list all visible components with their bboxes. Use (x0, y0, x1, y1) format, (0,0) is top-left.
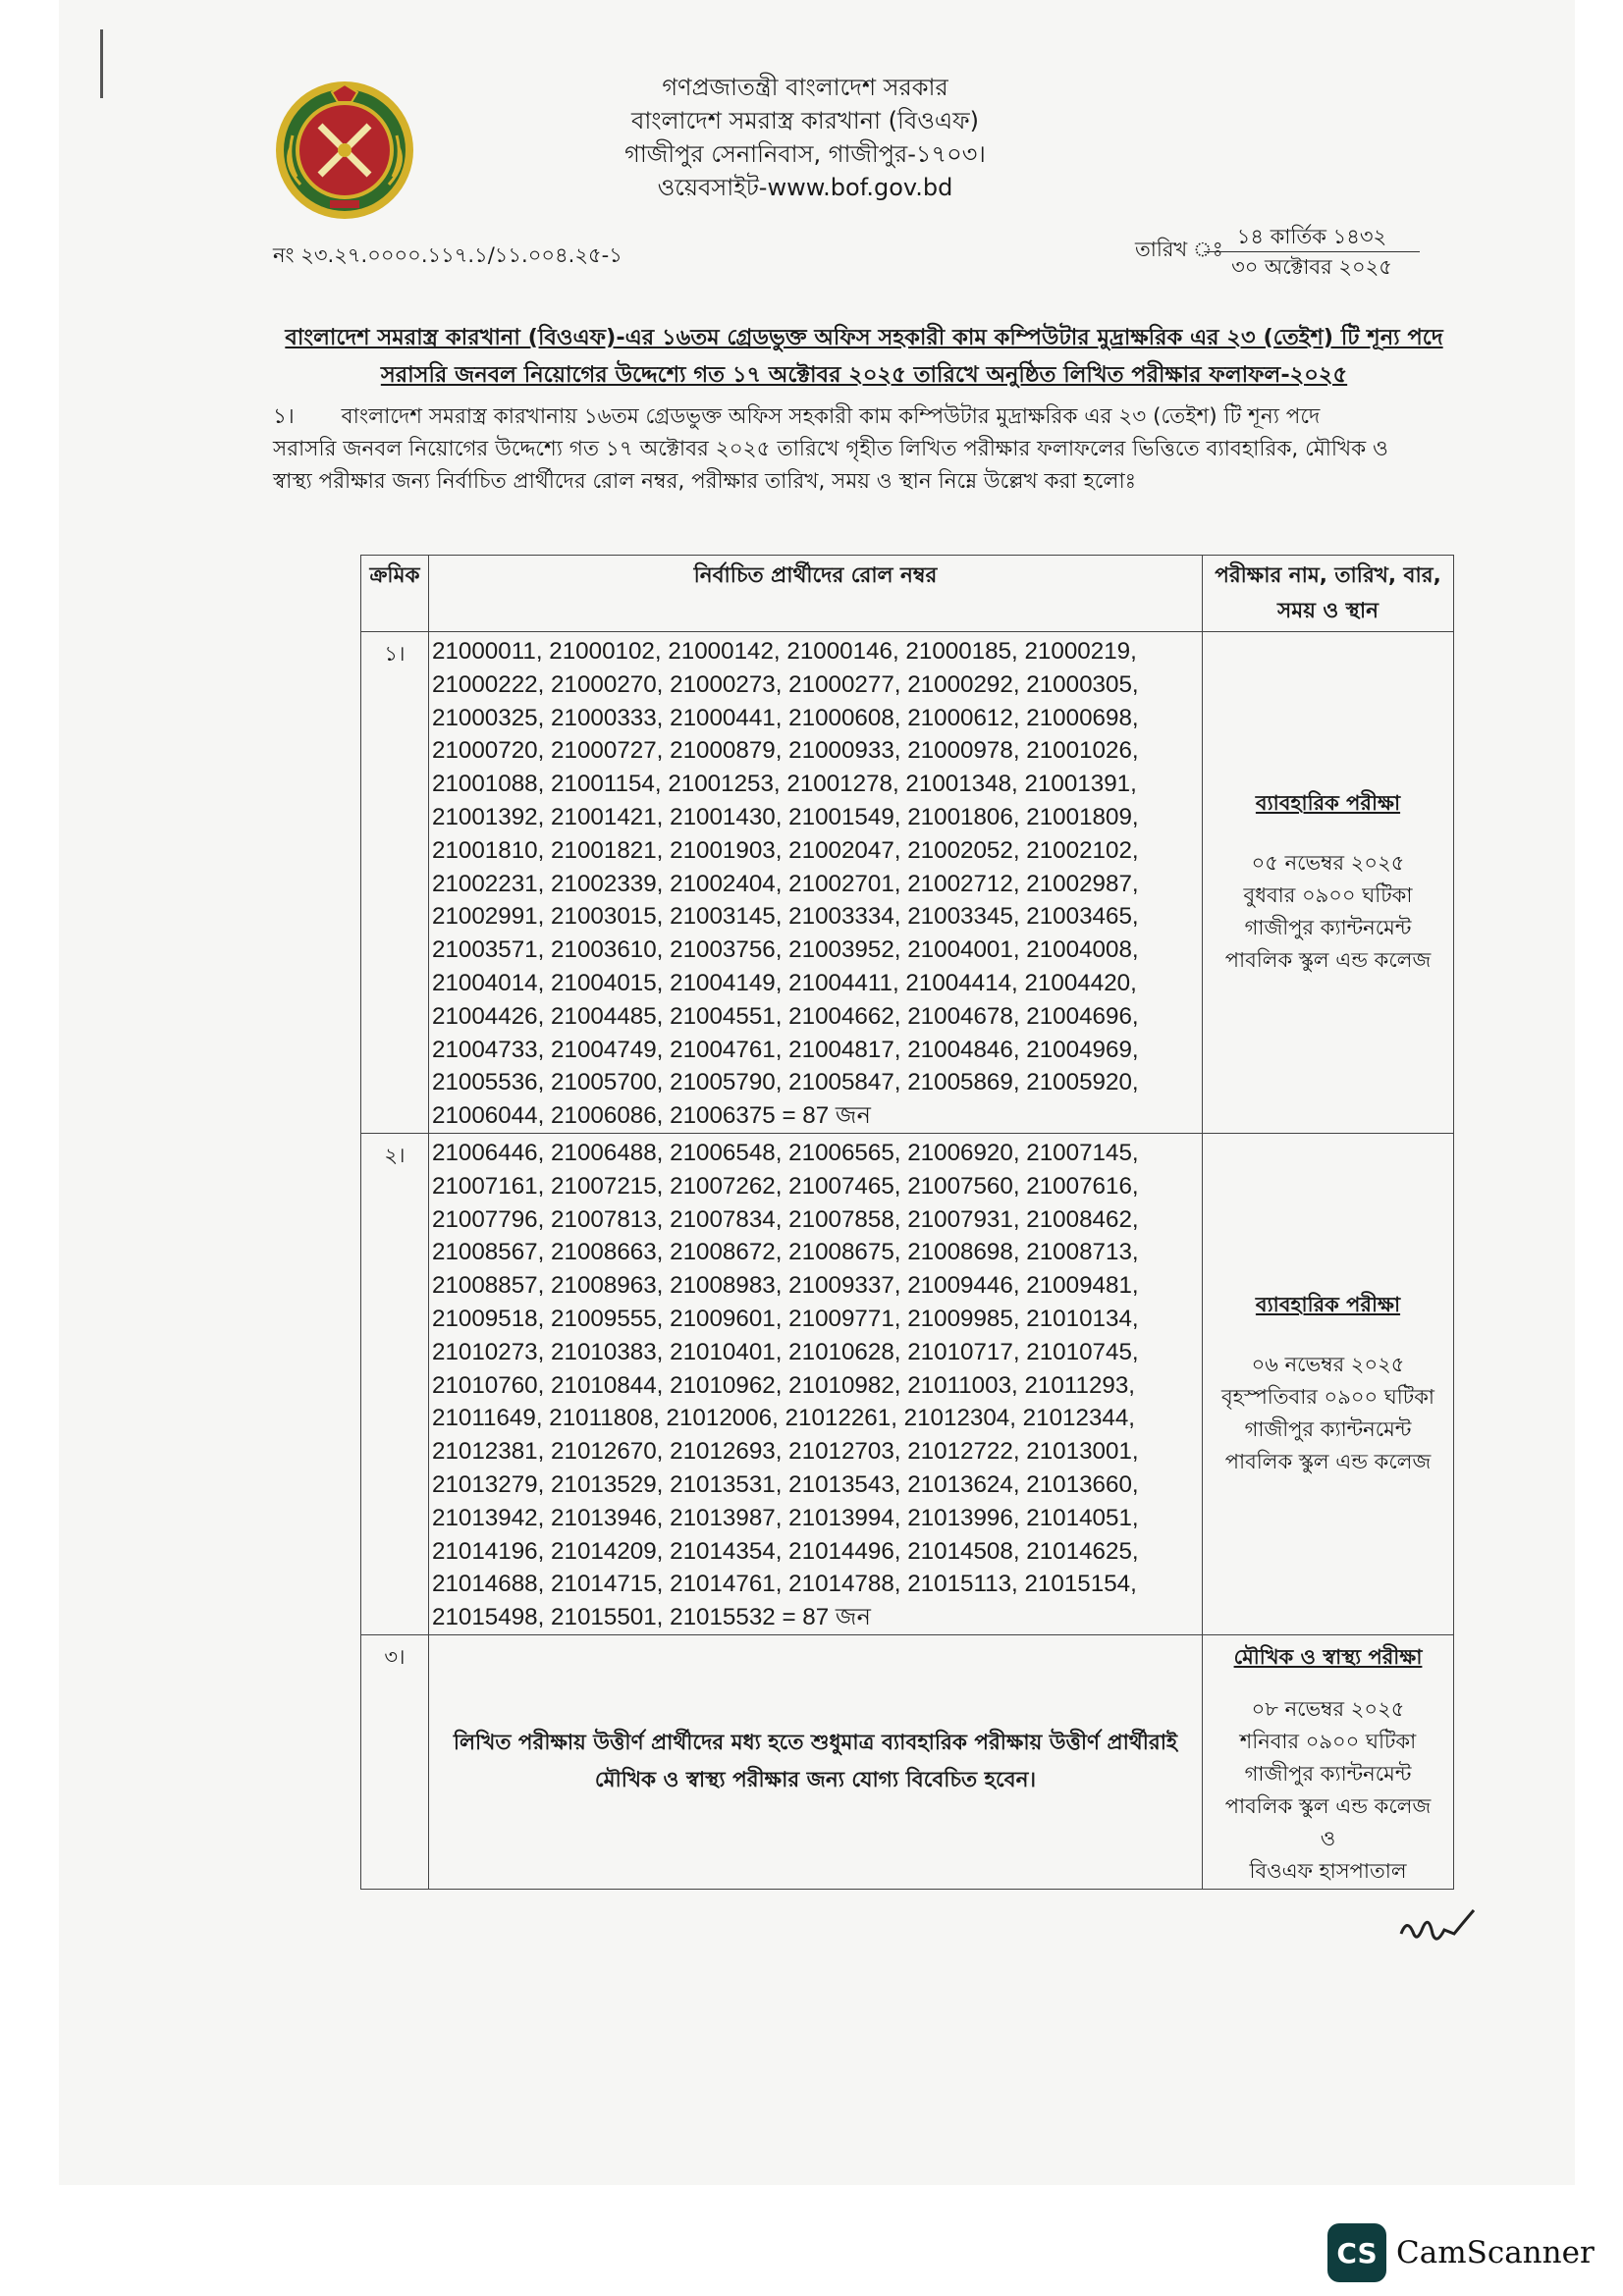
exam-date: ০৮ নভেম্বর ২০২৫ (1251, 1696, 1405, 1721)
roll-numbers (432, 635, 1200, 1099)
exam-venue-3: বিওএফ হাসপাতাল (1249, 1858, 1407, 1883)
bof-emblem-logo (273, 79, 416, 222)
roll-line: 21004426, 21004485, 21004551, 21004662, 21004678, 21004696, (432, 1002, 1139, 1030)
table-row (361, 632, 1454, 1134)
roll-line: 21003571, 21003610, 21003756, 21003952, 21004001, 21004008, (432, 936, 1139, 964)
header-exam: পরীক্ষার নাম, তারিখ, বার, সময় ও স্থান (1203, 556, 1454, 632)
exam-venue-2: পাবলিক স্কুল এন্ড কলেজ (1224, 1450, 1432, 1474)
exam-details-cell (1203, 1634, 1454, 1889)
exam-venue-2: পাবলিক স্কুল এন্ড কলেজ (1224, 1793, 1432, 1818)
roll-line: 21001392, 21001421, 21001430, 21001549, 21001806, 21001809, (432, 803, 1139, 830)
date-bangla: ১৪ কার্তিক ১৪৩২ (1204, 222, 1420, 252)
header-serial: ক্রমিক (361, 556, 429, 632)
roll-line: 21000325, 21000333, 21000441, 21000608, 21000612, 21000698, (432, 704, 1139, 731)
exam-name: মৌখিক ও স্বাস্থ্য পরীক্ষা (1233, 1644, 1423, 1669)
roll-line: 21008857, 21008963, 21008983, 21009337, 21009446, 21009481, (432, 1272, 1139, 1300)
roll-last-line: 21006044, 21006086, 21006375 = 87 (432, 1102, 830, 1130)
roll-line: 21001810, 21001821, 21001903, 21002047, 21002052, 21002102, (432, 836, 1139, 864)
results-table (360, 555, 1454, 1890)
roll-line: 21006446, 21006488, 21006548, 21006565, 21006920, 21007145, (432, 1139, 1139, 1166)
date-english: ৩০ অক্টোবর ২০২৫ (1231, 255, 1392, 279)
roll-line: 21002991, 21003015, 21003145, 21003334, 21003345, 21003465, (432, 903, 1139, 931)
roll-line: 21004014, 21004015, 21004149, 21004411, 21004414, 21004420, (432, 969, 1137, 996)
roll-line: 21014196, 21014209, 21014354, 21014496, 21014508, 21014625, (432, 1537, 1139, 1565)
roll-numbers (432, 1137, 1200, 1601)
exam-date: ০৫ নভেম্বর ২০২৫ (1251, 851, 1405, 876)
roll-last-line: 21015498, 21015501, 21015532 = 87 (432, 1604, 830, 1631)
exam-name: ব্যাবহারিক পরীক্ষা (1255, 791, 1401, 816)
signature-mark (1399, 1904, 1478, 1953)
row-serial: ৩। (361, 1634, 429, 1889)
exam-day-time: শনিবার ০৯০০ ঘটিকা (1239, 1729, 1417, 1753)
roll-line: 21010760, 21010844, 21010962, 21010982, 21011003, 21011293, (432, 1371, 1136, 1399)
exam-day-time: বুধবার ০৯০০ ঘটিকা (1243, 883, 1413, 908)
roll-line: 21008567, 21008663, 21008672, 21008675, 21008698, 21008713, (432, 1239, 1139, 1266)
roll-line: 21013279, 21013529, 21013531, 21013543, 21013624, 21013660, (432, 1470, 1139, 1498)
row-serial: ২। (361, 1133, 429, 1634)
paragraph-line-1: বাংলাদেশ সমরাস্ত্র কারখানায় ১৬তম গ্রেডভুক্ত অফিস সহকারী কাম কম্পিউটার মুদ্রাক্ষরিক এর ২৩ (তেইশ) টি শূন্য পদে (341, 404, 1321, 429)
subject-line-2: সরাসরি জনবল নিয়োগের উদ্দেশ্যে গত ১৭ অক্টোবর ২০২৫ তারিখে অনুষ্ঠিত লিখিত পরীক্ষার ফলাফল-২০২৫ (380, 362, 1348, 388)
header-rolls: নির্বাচিত প্রার্থীদের রোল নম্বর (429, 556, 1203, 632)
roll-line: 21009518, 21009555, 21009601, 21009771, 21009985, 21010134, (432, 1305, 1139, 1332)
row-serial: ১। (361, 632, 429, 1134)
exam-venue-2: পাবলিক স্কুল এন্ড কলেজ (1224, 948, 1432, 973)
roll-line: 21012381, 21012670, 21012693, 21012703, 21012722, 21013001, (432, 1438, 1139, 1466)
roll-line: 21014688, 21014715, 21014761, 21014788, 21015113, 21015154, (432, 1571, 1137, 1598)
exam-venue-1: গাজীপুর ক্যান্টনমেন্ট (1244, 1417, 1412, 1442)
date-block (1135, 222, 1449, 281)
organization-address: গাজীপুর সেনানিবাস, গাজীপুর-১৭০৩। (624, 140, 986, 168)
roll-line: 21007161, 21007215, 21007262, 21007465, 21007560, 21007616, (432, 1172, 1139, 1200)
roll-line: 21000222, 21000270, 21000273, 21000277, 21000292, 21000305, (432, 670, 1139, 698)
roll-total-line (432, 1099, 1200, 1133)
table-row (361, 1133, 1454, 1634)
subject-line-1: বাংলাদেশ সমরাস্ত্র কারখানা (বিওএফ)-এর ১৬তম গ্রেডভুক্ত অফিস সহকারী কাম কম্পিউটার মুদ্রাক্ষরিক এর ২৩ (তেইশ) টি শূন্য পদে (285, 325, 1443, 350)
organization-name: বাংলাদেশ সমরাস্ত্র কারখানা (বিওএফ) (630, 107, 980, 134)
roll-line: 21001088, 21001154, 21001253, 21001278, 21001348, 21001391, (432, 771, 1137, 798)
date-values (1204, 222, 1420, 282)
roll-numbers-cell (429, 1133, 1203, 1634)
roll-line: 21002231, 21002339, 21002404, 21002701, 21002712, 21002987, (432, 870, 1139, 897)
roll-line: 21005536, 21005700, 21005790, 21005847, 21005869, 21005920, (432, 1069, 1139, 1096)
exam-venue-and: ও (1320, 1826, 1336, 1850)
table-row (361, 1634, 1454, 1889)
roll-line: 21011649, 21011808, 21012006, 21012261, 21012304, 21012344, (432, 1405, 1136, 1432)
roll-line: 21007796, 21007813, 21007834, 21007858, 21007931, 21008462, (432, 1205, 1139, 1233)
roll-line: 21004733, 21004749, 21004761, 21004817, 21004846, 21004969, (432, 1036, 1139, 1063)
exam-date: ০৬ নভেম্বর ২০২৫ (1251, 1353, 1405, 1377)
exam-name: ব্যাবহারিক পরীক্ষা (1255, 1293, 1401, 1317)
government-name: গণপ্রজাতন্ত্রী বাংলাদেশ সরকার (662, 74, 948, 101)
paragraph-line-2: সরাসরি জনবল নিয়োগের উদ্দেশ্যে গত ১৭ অক্টোবর ২০২৫ তারিখে গৃহীত লিখিত পরীক্ষার ফলাফলের ভিত্তিতে ব্যাবহারিক, মৌখিক ও (273, 437, 1388, 461)
roll-line: 21000011, 21000102, 21000142, 21000146, 21000185, 21000219, (432, 638, 1137, 665)
camscanner-logo: CS (1327, 2223, 1386, 2282)
exam-venue-1: গাজীপুর ক্যান্টনমেন্ট (1244, 1761, 1412, 1786)
eligibility-note (429, 1634, 1203, 1889)
camscanner-watermark (1327, 2220, 1595, 2285)
scan-edge-mark (100, 29, 103, 98)
paragraph-line-3: স্বাস্থ্য পরীক্ষার জন্য নির্বাচিত প্রার্থীদের রোল নম্বর, পরীক্ষার তারিখ, সময় ও স্থান নিম্নে উল্লেখ করা হলোঃ (273, 469, 1137, 494)
roll-numbers-cell (429, 632, 1203, 1134)
exam-details-cell (1203, 1133, 1454, 1634)
exam-details-cell (1203, 632, 1454, 1134)
letterhead (550, 71, 1060, 204)
table-header-row (361, 556, 1454, 632)
roll-total-line (432, 1601, 1200, 1634)
note-line-2: মৌখিক ও স্বাস্থ্য পরীক্ষার জন্য যোগ্য বিবেচিত হবেন। (594, 1767, 1037, 1792)
memo-number: নং ২৩.২৭.০০০০.১১৭.১/১১.০০৪.২৫-১ (273, 243, 622, 267)
roll-line: 21013942, 21013946, 21013987, 21013994, 21013996, 21014051, (432, 1504, 1139, 1531)
exam-day-time: বৃহস্পতিবার ০৯০০ ঘটিকা (1220, 1385, 1435, 1410)
roll-line: 21000720, 21000727, 21000879, 21000933, 21000978, 21001026, (432, 737, 1139, 765)
paragraph-number: ১। (273, 404, 295, 429)
website: ওয়েবসাইট-www.bof.gov.bd (657, 174, 953, 201)
total-suffix: জন (829, 1604, 871, 1631)
note-line-1: লিখিত পরীক্ষায় উত্তীর্ণ প্রার্থীদের মধ্য হতে শুধুমাত্র ব্যাবহারিক পরীক্ষায় উত্তীর্ণ প্রার্থীরাই (453, 1730, 1178, 1755)
date-label: তারিখ ঃ (1135, 238, 1223, 261)
subject-heading (285, 319, 1443, 394)
camscanner-text: CamScanner (1396, 2235, 1595, 2270)
body-paragraph (273, 400, 1456, 498)
roll-line: 21010273, 21010383, 21010401, 21010628, 21010717, 21010745, (432, 1338, 1139, 1365)
exam-venue-1: গাজীপুর ক্যান্টনমেন্ট (1244, 916, 1412, 940)
total-suffix: জন (829, 1102, 871, 1130)
